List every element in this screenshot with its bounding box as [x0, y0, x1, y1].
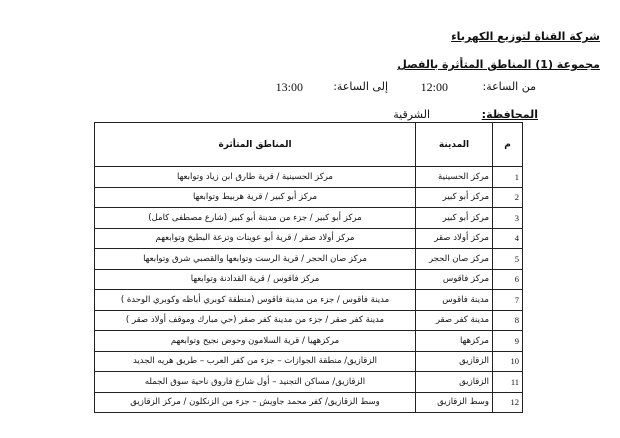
company-name: شركة القناة لتوزيع الكهرباء — [451, 30, 600, 43]
table-row — [95, 208, 523, 229]
row-number: 7 — [493, 290, 523, 311]
row-city: مركز أبو كبير — [416, 187, 493, 208]
row-city: الزقازيق — [416, 351, 493, 372]
row-number: 11 — [493, 372, 523, 393]
from-time-label: من الساعة: — [482, 80, 536, 93]
table-row — [95, 331, 523, 352]
to-time-label: إلى الساعة: — [333, 80, 388, 93]
affected-areas-table — [94, 122, 523, 413]
table-row — [95, 187, 523, 208]
row-areas: مركز صان الحجر / قرية الرست وتوابعها والقصبي شرق وتوابعها — [95, 249, 416, 270]
header-city: المدينة — [416, 123, 493, 167]
table-row — [95, 167, 523, 188]
row-city: مركز صان الحجر — [416, 249, 493, 270]
row-areas: الزقازيق/ مساكن التجنيد – أول شارع فاروق ناحية سوق الجمله — [95, 372, 416, 393]
row-city: مدينة فاقوس — [416, 290, 493, 311]
row-city: مركز أولاد صقر — [416, 228, 493, 249]
row-number: 1 — [493, 167, 523, 188]
row-city: وسط الزقازيق — [416, 392, 493, 413]
header-areas: المناطق المتأثرة — [95, 123, 416, 167]
row-areas: مركز أبو كبير / جزء من مدينة أبو كبير (شارع مصطفى كامل) — [95, 208, 416, 229]
table-row — [95, 269, 523, 290]
row-areas: مدينة فاقوس / جزء من مدينة فاقوس (منطقة كوبري أباظه وكوبري الوحدة ) — [95, 290, 416, 311]
row-city: مدينة كفر صقر — [416, 310, 493, 331]
table-row — [95, 351, 523, 372]
table-row — [95, 310, 523, 331]
row-city: مركز أبو كبير — [416, 208, 493, 229]
row-areas: مركز فاقوس / قرية القدادنة وتوابعها — [95, 269, 416, 290]
row-number: 12 — [493, 392, 523, 413]
table-row — [95, 290, 523, 311]
row-number: 10 — [493, 351, 523, 372]
row-number: 9 — [493, 331, 523, 352]
governorate-label: المحافظة: — [481, 108, 538, 121]
row-areas: الزقازيق/ منطقة الجوازات – جزء من كفر العرب – طريق هريه الجديد — [95, 351, 416, 372]
row-number: 5 — [493, 249, 523, 270]
row-number: 4 — [493, 228, 523, 249]
header-num: م — [493, 123, 523, 167]
row-number: 6 — [493, 269, 523, 290]
row-number: 8 — [493, 310, 523, 331]
table-row — [95, 372, 523, 393]
from-time-value: 12:00 — [420, 80, 448, 94]
row-city: الزقازيق — [416, 372, 493, 393]
governorate-value: الشرقية — [393, 108, 430, 121]
table-row — [95, 392, 523, 413]
row-areas: مدينة كفر صقر / جزء من مدينة كفر صقر (حي مبارك وموقف أولاد صقر ) — [95, 310, 416, 331]
row-areas: وسط الزقازيق/ كفر محمد جاويش – جزء من الزنكلون / مركز الزقازيق — [95, 392, 416, 413]
row-city: مركز الحسينية — [416, 167, 493, 188]
group-title: مجموعة (1) المناطق المتأثرة بالفصل — [397, 58, 600, 71]
row-areas: مركز الحسينية / قرية طارق ابن زياد وتوابعها — [95, 167, 416, 188]
to-time-value: 13:00 — [275, 80, 303, 94]
table-row — [95, 249, 523, 270]
table-header-row — [95, 123, 523, 167]
table-row — [95, 228, 523, 249]
row-areas: مركز أولاد صقر / قرية أبو عوينات وترعة البطيخ وتوابعهم — [95, 228, 416, 249]
row-areas: مركزههيا / قرية السلامون وحوض نجيح وتوابعهم — [95, 331, 416, 352]
row-number: 3 — [493, 208, 523, 229]
row-areas: مركز أبو كبير / قرية هربيط وتوابعها — [95, 187, 416, 208]
row-city: مركزهها — [416, 331, 493, 352]
row-city: مركز فاقوس — [416, 269, 493, 290]
row-number: 2 — [493, 187, 523, 208]
